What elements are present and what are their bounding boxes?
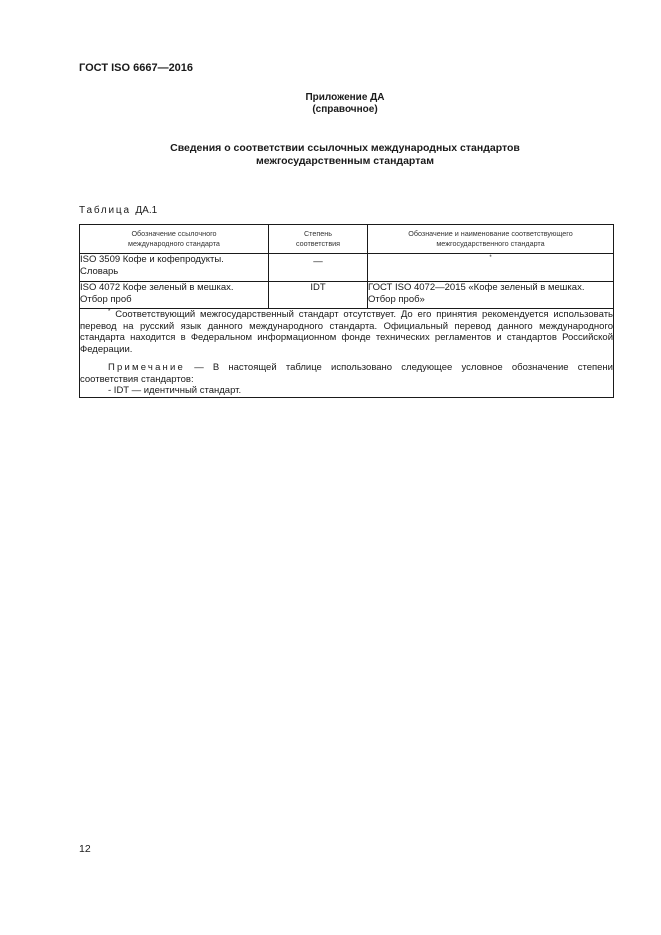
table-caption-number: ДА.1	[135, 205, 158, 216]
cell-text: ГОСТ ISO 4072—2015 «Кофе зеленый в мешках.	[368, 282, 585, 293]
table-footer-row	[80, 309, 614, 398]
header-text: Обозначение ссылочного	[131, 229, 217, 238]
note-label: Примечание	[108, 362, 185, 373]
table-cell	[368, 282, 614, 309]
table-header-cell	[80, 225, 269, 254]
cell-text: Отбор проб»	[368, 293, 425, 305]
table-caption	[79, 205, 157, 216]
annex-subtitle: (справочное)	[312, 104, 378, 115]
footnote-marker: *	[108, 309, 111, 315]
header-text: Степень	[303, 229, 332, 238]
table-cell	[368, 254, 614, 282]
correspondence-table	[79, 224, 614, 398]
table-header-cell	[368, 225, 614, 254]
table-row	[80, 254, 614, 282]
table-cell	[80, 282, 269, 309]
cell-text: Словарь	[80, 265, 119, 277]
header-text: соответствия	[295, 239, 341, 248]
table-caption-word: Таблица	[79, 205, 131, 216]
table-cell	[80, 254, 269, 282]
note-item: - IDT — идентичный стандарт.	[108, 385, 242, 396]
section-title	[0, 142, 661, 168]
table-cell: —	[269, 254, 368, 282]
header-text: международного стандарта	[128, 239, 220, 248]
table-header-cell	[269, 225, 368, 254]
header-text: межгосударственного стандарта	[436, 239, 545, 248]
table-cell: IDT	[269, 282, 368, 309]
page-number: 12	[79, 843, 91, 855]
table-note	[80, 362, 613, 385]
header-text: Обозначение и наименование соответствующего	[408, 229, 573, 238]
cell-text: Отбор проб	[80, 293, 132, 305]
cell-text: ISO 3509 Кофе и кофепродукты.	[80, 254, 224, 265]
note-dash: —	[194, 362, 204, 373]
table-footer-cell	[80, 309, 614, 398]
standard-header: ГОСТ ISO 6667—2016	[79, 62, 194, 74]
table-header-row	[80, 225, 614, 254]
section-title-line-2: межгосударственным стандартам	[256, 155, 434, 167]
footnote-marker: *	[489, 255, 492, 261]
table-row	[80, 282, 614, 309]
annex-heading	[0, 92, 661, 116]
footnote	[80, 309, 613, 355]
footnote-text: Соответствующий межгосударственный стандарт отсутствует. До его принятия рекомендуется использовать перевод на русский язык данного международного стандарта. Официальный перевод данного международного стандарта находится в Федеральном информационном фонде технических регламентов и стандартов Российской Федерации.	[80, 309, 613, 355]
note-text: В настоящей таблице использовано следующее условное обозначение степени соответствия стандартов:	[80, 362, 613, 385]
annex-title: Приложение ДА	[305, 92, 385, 103]
cell-text: ISO 4072 Кофе зеленый в мешках.	[80, 282, 234, 293]
section-title-line-1: Сведения о соответствии ссылочных международных стандартов	[170, 142, 520, 154]
